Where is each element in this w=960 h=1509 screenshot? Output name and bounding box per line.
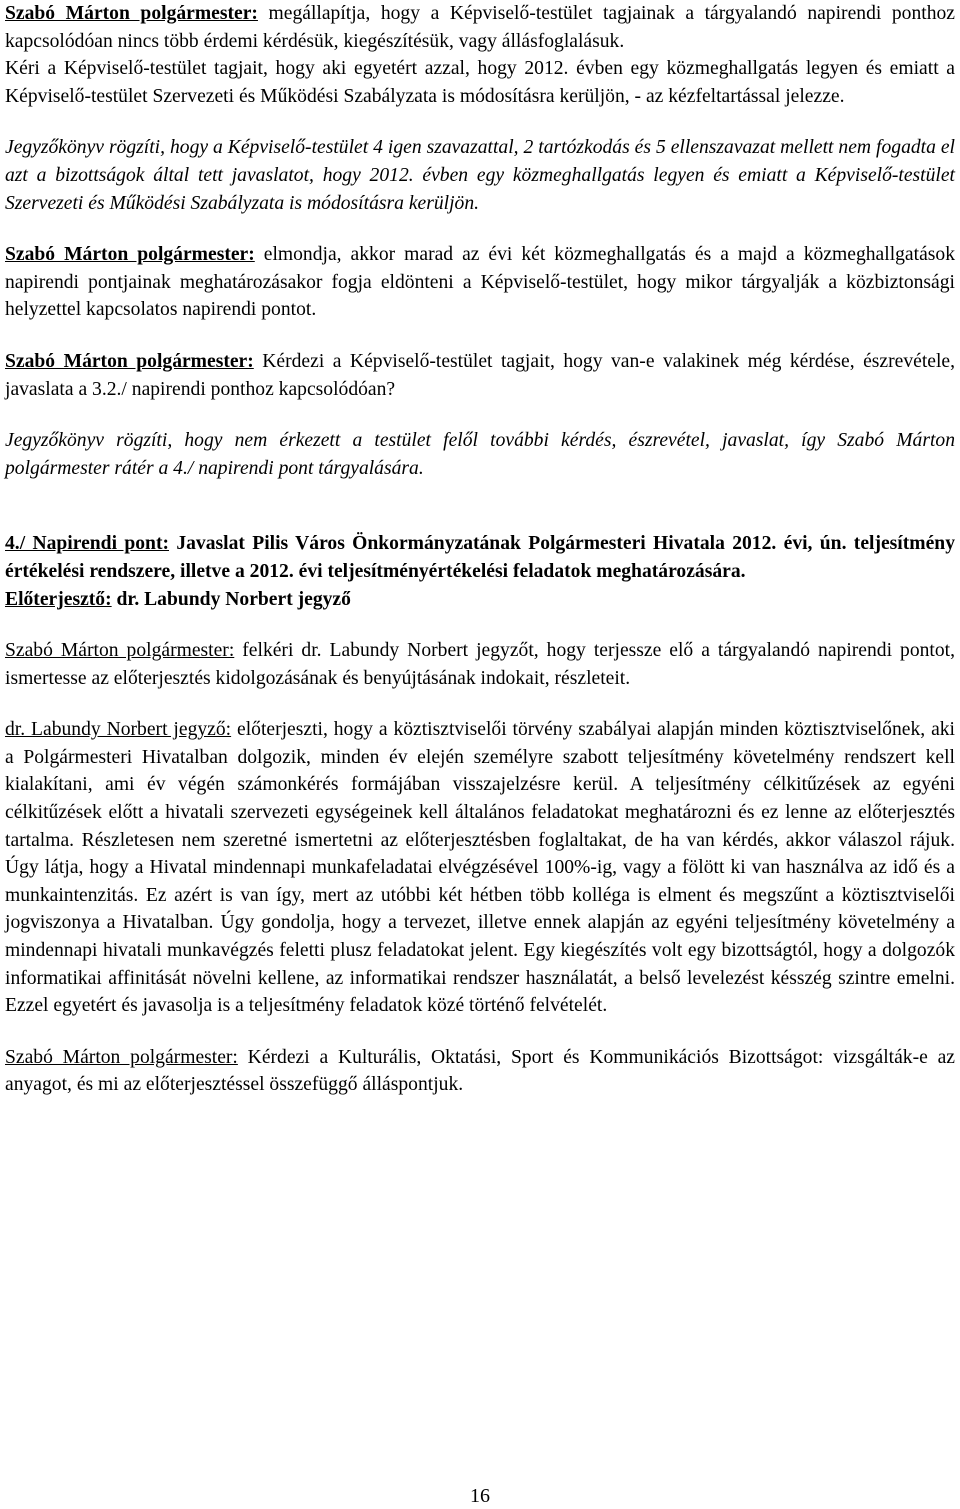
paragraph-text: felkéri dr. Labundy Norbert jegyzőt, hogy terjessze elő a tárgyalandó napirendi pontot, ismertesse az előterjesztés kidolgozásának és benyújtásának indokait, részleteit. bbox=[5, 640, 955, 689]
agenda-presenter bbox=[5, 586, 955, 614]
paragraph-text: Kérdezi a Kulturális, Oktatási, Sport és Kommunikációs Bizottságot: vizsgálták-e az anyagot, és mi az előterjesztéssel összefüggő álláspontjuk. bbox=[5, 1046, 955, 1096]
paragraph-mayor-statement-2 bbox=[5, 241, 955, 324]
document-page bbox=[5, 0, 955, 1099]
presenter-name: dr. Labundy Norbert jegyző bbox=[111, 588, 351, 610]
paragraph-mayor-statement-3 bbox=[5, 348, 955, 403]
speaker-label: Szabó Márton polgármester: bbox=[5, 244, 255, 266]
paragraph-mayor-statement-1 bbox=[5, 0, 955, 55]
paragraph-text: előterjeszti, hogy a köztisztviselői törvény szabályai alapján minden köztisztviselőnek, aki a Polgármesteri Hivatalban dolgozik, minden év elején személyre szabott teljesítmény követelmény rendszert kell kialakítani, ami év végén számonkérés formájában visszajelzésre kerül. A teljesítmény célkitűzések az egyéni célkitűzések előtt a hivatali szervezeti egységeinek kell általános feladatokat meghatározni és ez lenne az előterjesztés tartalma. Részletesen nem szeretné ismertetni az előterjesztésben foglaltakat, de ha van kérdés, akkor válaszol rájuk. Úgy látja, hogy a Hivatal mindennapi munkafeladatai elvégzésével 100%-ig, vagy a fölött ki van használva az idő és a munkaintenzitás. Ez azért is van így, mert az utóbbi két hétben több kolléga is elment és megszűnt a köztisztviselői jogviszonya a Hivatalban. Úgy gondolja, hogy a tervezet, illetve ennek alapján az egyéni teljesítmény követelmény a mindennapi hivatali munkavégzés feletti plusz feladatokat jelent. Egy kiegészítés volt egy bizottságtól, hogy a dolgozók informatikai affinitását növelni kellene, az informatikai rendszer használatát, a belső levelezést késszég szintre emelni. Ezzel egyetért és javasolja is a teljesítmény feladatok közé történő felvételét. bbox=[5, 719, 956, 1017]
speaker-label: Szabó Márton polgármester: bbox=[5, 1046, 238, 1068]
paragraph-text: megállapítja, hogy a Képviselő-testület tagjainak a tárgyalandó napirendi ponthoz kapcsolódóan nincs több érdemi kérdésük, kiegészítésük, vagy állásfoglalásuk. bbox=[5, 3, 956, 52]
agenda-item-heading bbox=[5, 530, 955, 585]
paragraph-text: Kérdezi a Képviselő-testület tagjait, hogy van-e valakinek még kérdése, észrevétele, javaslata a 3.2./ napirendi ponthoz kapcsolódóan? bbox=[5, 350, 955, 400]
speaker-label: Szabó Márton polgármester: bbox=[5, 350, 254, 372]
page-number: 16 bbox=[470, 1485, 490, 1507]
paragraph-minutes-record-2 bbox=[5, 427, 955, 482]
paragraph-text: Jegyzőkönyv rögzíti, hogy a Képviselő-testület 4 igen szavazattal, 2 tartózkodás és 5 ellenszavazat mellett nem fogadta el azt a bizottságok által tett javaslatot, hogy 2012. évben egy közmeghallgatás legyen és emiatt a Képviselő-testület Szervezeti és Működési Szabályzata is módosításra kerüljön. bbox=[5, 137, 955, 214]
agenda-label: 4./ Napirendi pont: bbox=[5, 533, 169, 555]
paragraph-notary-statement bbox=[5, 716, 955, 1020]
paragraph-mayor-statement-4 bbox=[5, 637, 955, 692]
presenter-label: Előterjesztő: bbox=[5, 588, 112, 610]
paragraph-vote-request bbox=[5, 55, 955, 110]
paragraph-text: Kéri a Képviselő-testület tagjait, hogy aki egyetért azzal, hogy 2012. évben egy közmeghallgatás legyen és emiatt a Képviselő-testület Szervezeti és Működési Szabályzata is módosításra kerüljön, - az kézfeltartással jelezze. bbox=[5, 58, 955, 107]
speaker-label: dr. Labundy Norbert jegyző: bbox=[5, 719, 232, 741]
speaker-label: Szabó Márton polgármester: bbox=[5, 3, 258, 24]
paragraph-minutes-record-1 bbox=[5, 134, 955, 217]
agenda-title: Javaslat Pilis Város Önkormányzatának Polgármesteri Hivatala 2012. évi, ún. teljesítmény értékelési rendszere, illetve a 2012. évi teljesítményértékelési feladatok meghatározására. bbox=[5, 533, 955, 582]
paragraph-mayor-statement-5 bbox=[5, 1044, 955, 1099]
paragraph-text: elmondja, akkor marad az évi két közmeghallgatás és a majd a közmeghallgatások napirendi pontjainak meghatározásakor fogja eldönteni a Képviselő-testület, hogy mikor tárgyalják a közbiztonsági helyzettel kapcsolatos napirendi pontot. bbox=[5, 244, 955, 321]
paragraph-text: Jegyzőkönyv rögzíti, hogy nem érkezett a testület felől további kérdés, észrevétel, javaslat, így Szabó Márton polgármester rátér a 4./ napirendi pont tárgyalására. bbox=[5, 430, 955, 479]
speaker-label: Szabó Márton polgármester: bbox=[5, 640, 235, 662]
